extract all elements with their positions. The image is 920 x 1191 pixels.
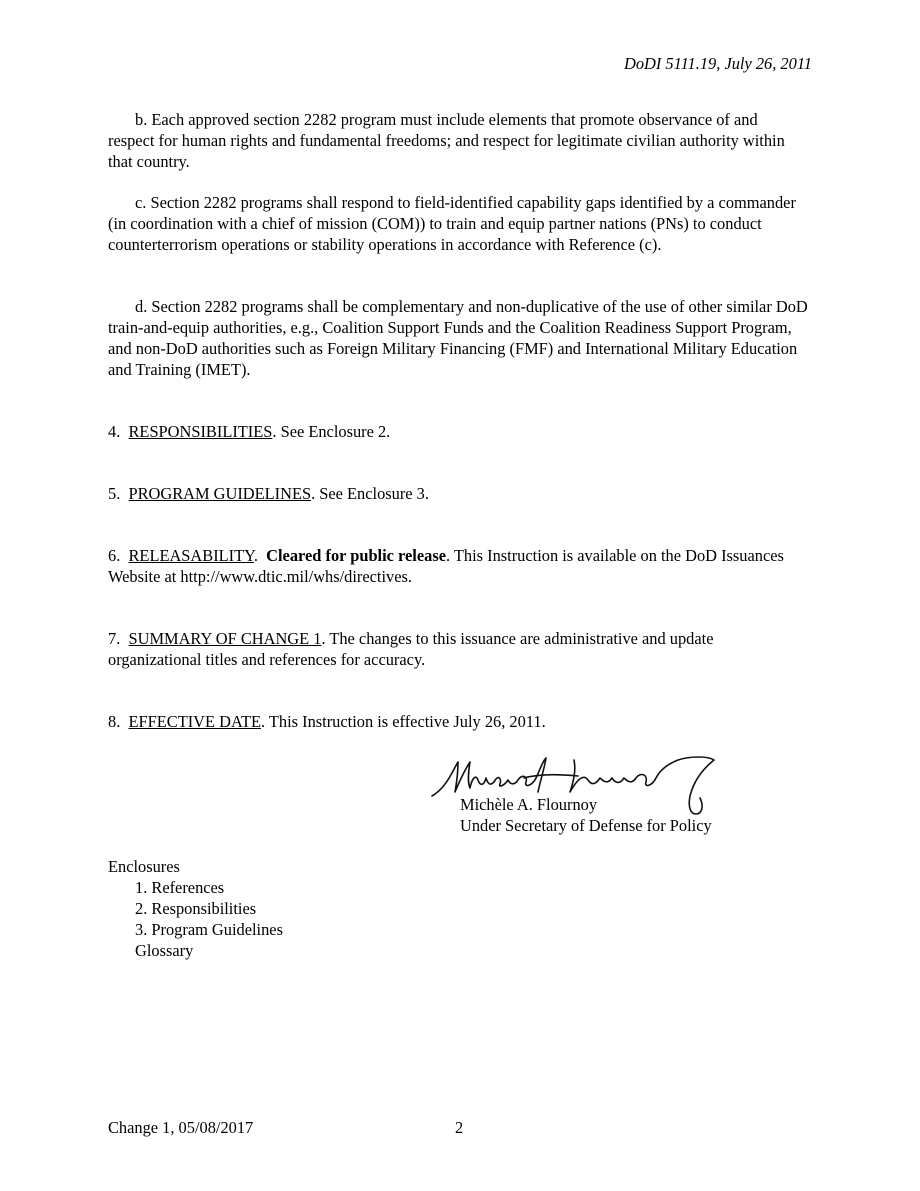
section-number: 5.: [108, 484, 121, 503]
section-number: 6.: [108, 546, 121, 565]
list-item: 2. Responsibilities: [135, 899, 257, 918]
enclosures-list: [108, 877, 283, 961]
section-4: [108, 421, 808, 442]
section-5: [108, 483, 808, 504]
section-8: [108, 711, 808, 732]
section-number: 8.: [108, 712, 121, 731]
section-separator: .: [253, 546, 267, 565]
list-item: Glossary: [135, 941, 194, 960]
page-number: 2: [455, 1118, 464, 1137]
section-heading: RELEASABILITY: [128, 546, 254, 565]
section-text: . This Instruction is available on the DoD Issuances Website at http://www.dtic.mil/whs/directives.: [108, 546, 784, 586]
footer-change: Change 1, 05/08/2017: [108, 1118, 254, 1137]
section-heading: PROGRAM GUIDELINES: [128, 484, 312, 503]
signer-title: Under Secretary of Defense for Policy: [460, 816, 712, 835]
signer-name: Michèle A. Flournoy: [460, 795, 598, 814]
section-text: . This Instruction is effective July 26, 2011.: [261, 712, 546, 731]
section-heading: SUMMARY OF CHANGE 1: [128, 629, 322, 648]
list-item: 3. Program Guidelines: [135, 920, 283, 939]
paragraph-c: c. Section 2282 programs shall respond to field-identified capability gaps identified by a commander (in coordination with a chief of mission (COM)) to train and equip partner nations (PNs) to conduct counterterrorism operations or stability operations in accordance with Reference (c).: [108, 193, 796, 254]
section-number: 7.: [108, 629, 121, 648]
enclosures-label: Enclosures: [108, 857, 180, 876]
signature-block: [460, 794, 712, 836]
paragraph-b: b. Each approved section 2282 program must include elements that promote observance of and respect for human rights and fundamental freedoms; and respect for legitimate civilian authority within that country.: [108, 110, 785, 171]
section-6: [108, 545, 808, 587]
public-release-notice: Cleared for public release: [266, 546, 446, 565]
section-text: . See Enclosure 2.: [272, 422, 391, 441]
section-text: . The changes to this issuance are administrative and update organizational titles and references for accuracy.: [108, 629, 714, 669]
section-number: 4.: [108, 422, 121, 441]
section-text: . See Enclosure 3.: [311, 484, 429, 503]
document-header: DoDI 5111.19, July 26, 2011: [623, 54, 812, 73]
list-item: 1. References: [135, 878, 225, 897]
paragraph-d: d. Section 2282 programs shall be complementary and non-duplicative of the use of other similar DoD train-and-equip authorities, e.g., Coalition Support Funds and the Coalition Readiness Support Program, and non-DoD authorities such as Foreign Military Financing (FMF) and International Military Education and Training (IMET).: [108, 297, 808, 379]
section-heading: RESPONSIBILITIES: [128, 422, 273, 441]
section-7: [108, 628, 808, 670]
section-heading: EFFECTIVE DATE: [128, 712, 261, 731]
